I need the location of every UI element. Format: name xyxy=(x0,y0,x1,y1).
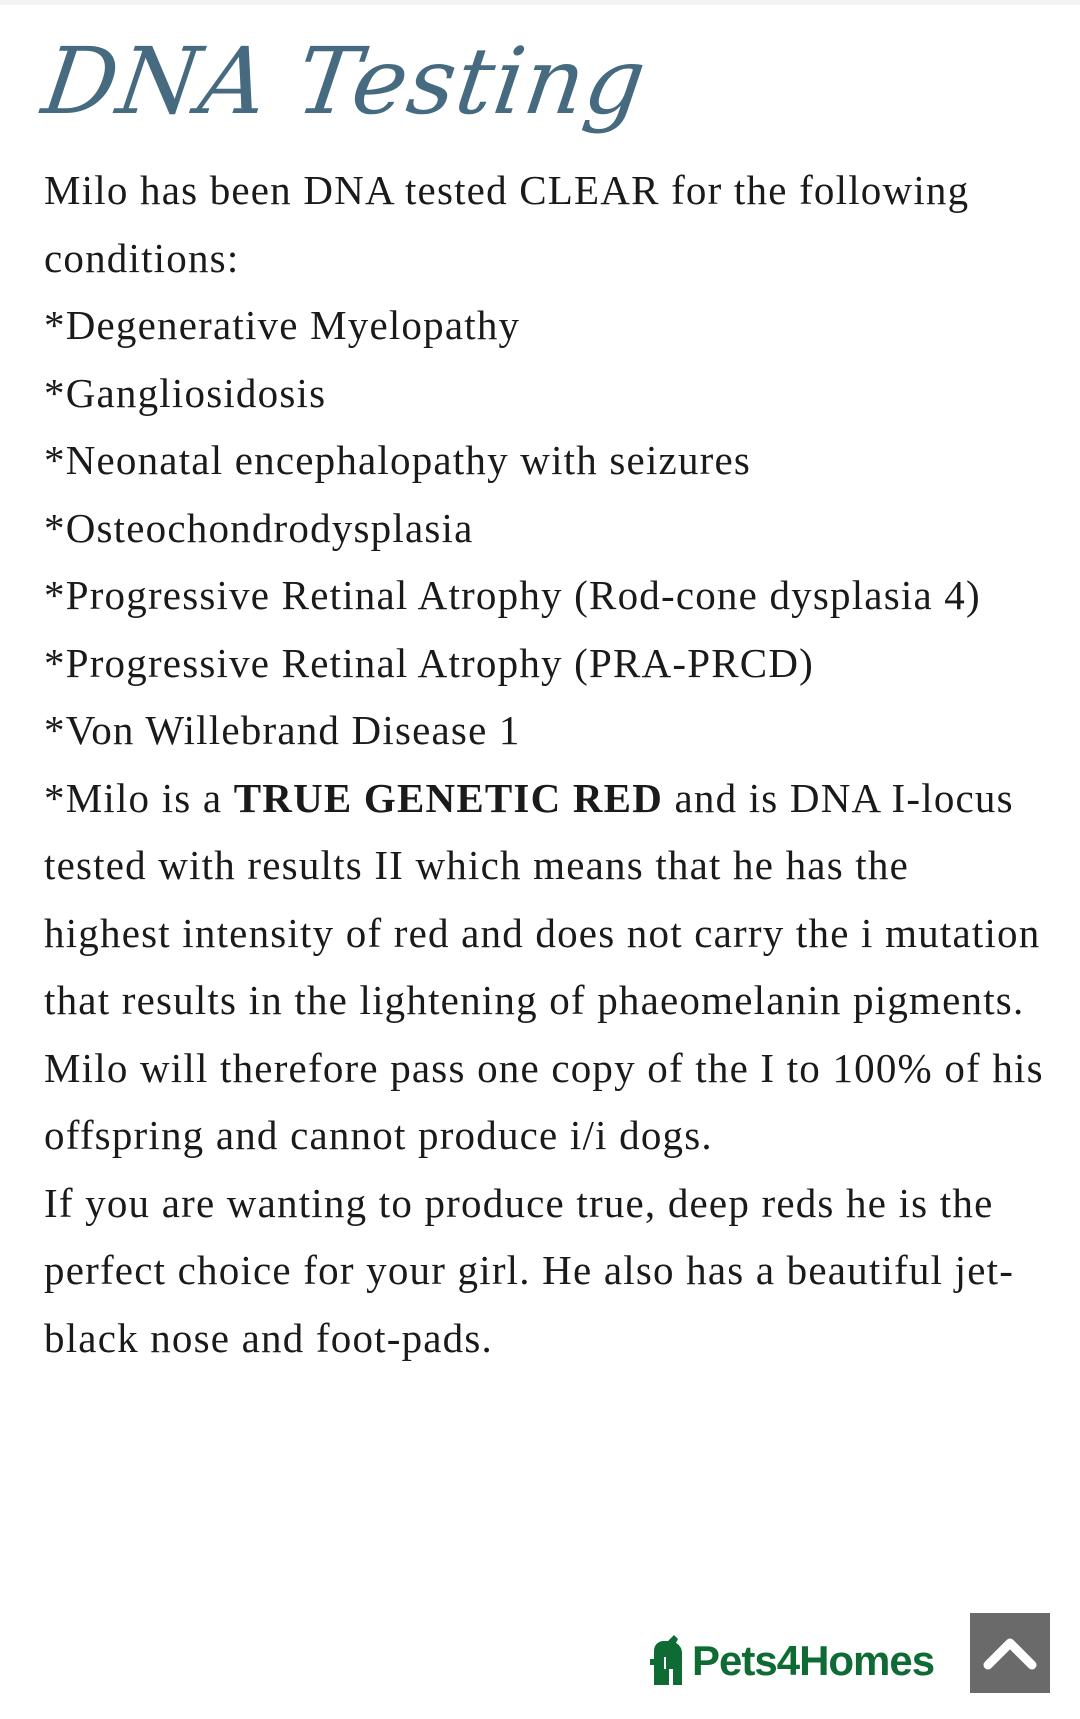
condition-item: *Von Willebrand Disease 1 xyxy=(44,707,521,753)
dog-logo-icon xyxy=(650,1635,686,1685)
condition-item: *Degenerative Myelopathy xyxy=(44,302,521,348)
condition-item: *Osteochondrodysplasia xyxy=(44,504,474,551)
red-suffix: and is DNA I-locus tested with results II which means that he has the highest intensity of red and does not carry the i mutation that results in the lightening of phaeomelanin pigments. xyxy=(44,774,1041,1023)
red-bold: TRUE GENETIC RED xyxy=(233,774,664,821)
page-title: DNA Testing xyxy=(36,28,653,135)
condition-item: *Progressive Retinal Atrophy (Rod-cone dysplasia 4) xyxy=(44,572,981,618)
intro-text: Milo has been DNA tested CLEAR for the following conditions: xyxy=(44,167,970,281)
dna-description xyxy=(44,157,1044,1372)
top-bar xyxy=(0,0,1080,5)
chevron-up-icon xyxy=(982,1635,1038,1671)
condition-item: *Progressive Retinal Atrophy (PRA-PRCD) xyxy=(44,639,814,686)
pets4homes-logo[interactable] xyxy=(650,1635,934,1685)
condition-item: *Gangliosidosis xyxy=(44,369,327,416)
logo-text: Pets4Homes xyxy=(692,1637,935,1684)
scroll-to-top-button[interactable] xyxy=(970,1613,1050,1693)
closing-text: If you are wanting to produce true, deep reds he is the perfect choice for your girl. He also has a beautiful jet-black nose and foot-pads. xyxy=(44,1179,1015,1361)
condition-item: *Neonatal encephalopathy with seizures xyxy=(44,437,752,483)
red-prefix: *Milo is a xyxy=(44,774,234,821)
offspring-text: Milo will therefore pass one copy of the I to 100% of his offspring and cannot produce i/i dogs. xyxy=(44,1044,1044,1158)
genetic-red-text xyxy=(44,765,1044,1035)
